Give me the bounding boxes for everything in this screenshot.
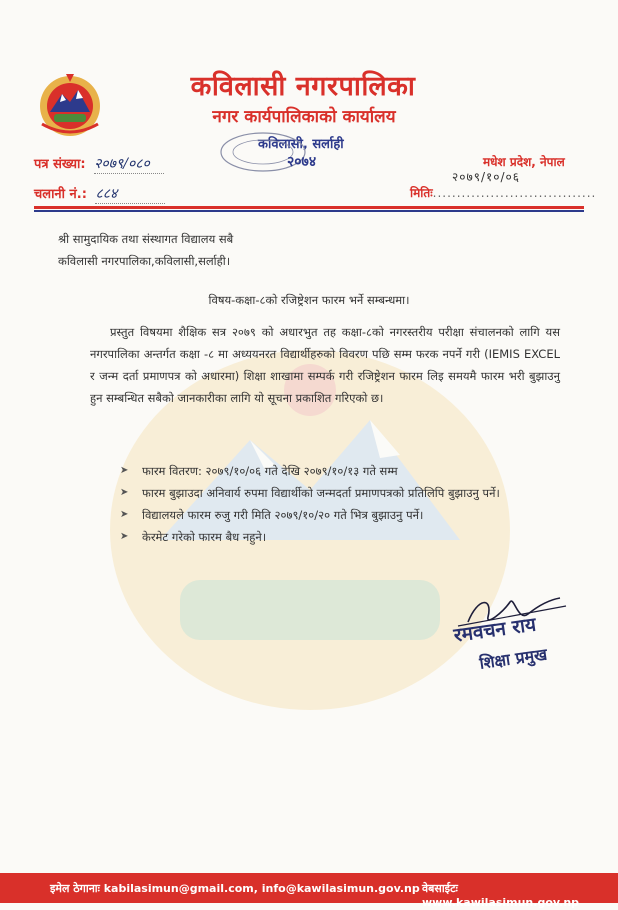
list-item: [120, 460, 560, 482]
signer-name: रमवचन राय: [452, 613, 538, 647]
body-paragraph: प्रस्तुत विषयमा शैक्षिक सत्र २०७९ को अधारभुत तह कक्षा-८को नगरस्तरीय परीक्षा संचालनको लागि यस नगरपालिका अन्तर्गत कक्षा -८ मा अध्ययनरत विद्यार्थीहरुको विवरण पछि सम्म फरक नपर्ने गरी (IEMIS EXCEL र जन्म दर्ता प्रमाणपत्र को अधारमा) शिक्षा शाखामा सम्पर्क गरी रजिष्ट्रेशन फारम लिइ समयमै फारम भरी बुझाउनु हुन सम्बन्धित सबैको जानकारीका लागि यो सूचना प्रकाशित गरिएको छ।: [90, 325, 560, 405]
org-name: कविलासी नगरपालिका: [190, 71, 416, 102]
dispatch-number-label: चलानी नं.:: [34, 187, 87, 202]
date-dots: ..................................: [432, 186, 597, 200]
list-item-text: फारम वितरण: २०७९/१०/०६ गते देखि २०७९/१०/१३ गते सम्म: [142, 464, 398, 478]
dispatch-number-value: ८८४: [95, 184, 165, 204]
org-address: कविलासी, सर्लाही: [258, 137, 344, 152]
ref-number-label: पत्र संख्या:: [34, 157, 86, 172]
ref-number-value: २०७९/०८०: [94, 154, 164, 174]
header-divider: [34, 206, 584, 209]
list-item-text: विद्यालयले फारम रुजु गरी मिति २०७९/१०/२० गते भित्र बुझाउनु पर्ने।: [142, 508, 424, 522]
list-item: [120, 504, 560, 526]
list-item-text: केरमेट गरेको फारम बैध नहुने।: [142, 530, 267, 544]
arrow-bullet-icon: ➤: [120, 509, 129, 520]
arrow-bullet-icon: ➤: [120, 487, 129, 498]
province-label: मधेश प्रदेश, नेपाल: [483, 155, 565, 169]
org-office: नगर कार्यपालिकाको कार्यालय: [212, 107, 396, 127]
dispatch-number-row: [34, 184, 165, 204]
recipient-line-1: श्री सामुदायिक तथा संस्थागत विद्यालय सबै: [58, 232, 234, 246]
ref-number-row: [34, 154, 164, 174]
footer-website: वेबसाईटः www.kawilasimun.gov.np: [422, 882, 580, 909]
footer-email: इमेल ठेगानाः kabilasimun@gmail.com, info@kawilasimun.gov.np: [50, 882, 420, 895]
list-item-text: फारम बुझाउदा अनिवार्य रुपमा विद्यार्थीको जन्मदर्ता प्रमाणपत्रको प्रतिलिपि बुझाउनु पर्ने।: [142, 486, 500, 500]
list-item: [120, 526, 560, 548]
date-label: मितिः: [410, 186, 433, 200]
footer-bar: [0, 873, 618, 909]
list-item: [120, 482, 560, 504]
instruction-list: [120, 460, 560, 548]
subject-line: विषय-कक्षा-८को रजिष्ट्रेशन फारम भर्ने सम्बन्धमा।: [208, 293, 410, 307]
date-value: २०७९/१०/०६: [452, 170, 521, 184]
header-divider-secondary: [34, 210, 584, 212]
arrow-bullet-icon: ➤: [120, 465, 129, 476]
date-row: [410, 184, 596, 201]
stamp-year: २०७४: [287, 154, 317, 170]
signer-title: शिक्षा प्रमुख: [478, 644, 549, 673]
arrow-bullet-icon: ➤: [120, 531, 129, 542]
recipient-line-2: कविलासी नगरपालिका,कविलासी,सर्लाही।: [58, 254, 231, 268]
nepal-emblem-icon: [36, 70, 104, 138]
